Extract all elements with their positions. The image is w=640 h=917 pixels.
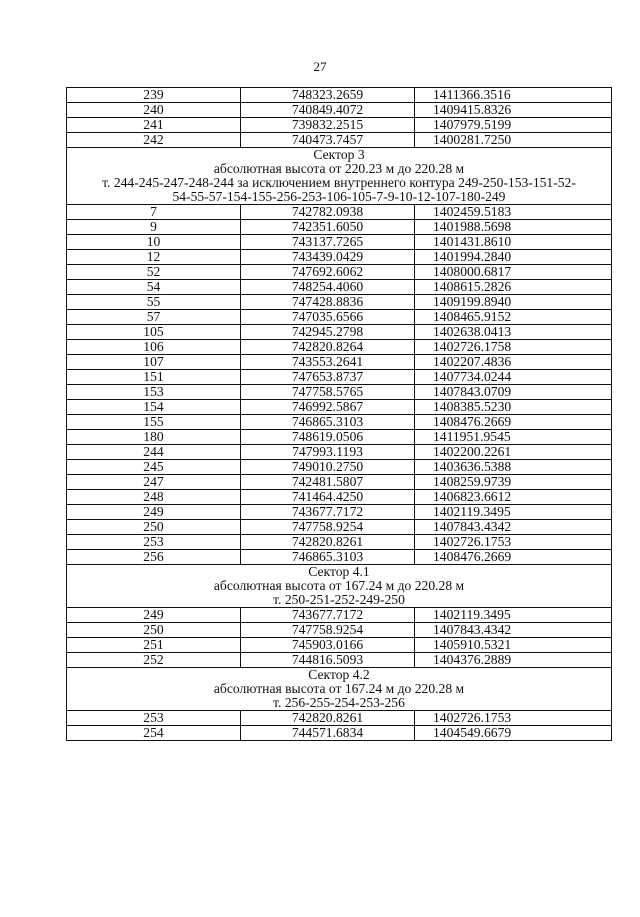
y-coordinate-cell: 1408476.2669 — [415, 415, 612, 430]
x-coordinate-cell: 747993.1193 — [241, 445, 415, 460]
x-coordinate-cell: 742481.5807 — [241, 475, 415, 490]
y-coordinate-cell: 1407843.4342 — [415, 520, 612, 535]
x-coordinate-cell: 749010.2750 — [241, 460, 415, 475]
section-title: Сектор 4.2 — [67, 668, 612, 683]
y-coordinate-cell: 1407843.4342 — [415, 623, 612, 638]
table-row — [67, 103, 612, 118]
point-number-cell: 249 — [67, 505, 241, 520]
point-number-cell: 153 — [67, 385, 241, 400]
x-coordinate-cell: 744571.6834 — [241, 726, 415, 741]
table-row — [67, 535, 612, 550]
table-row — [67, 235, 612, 250]
point-number-cell: 9 — [67, 220, 241, 235]
x-coordinate-cell: 748254.4060 — [241, 280, 415, 295]
point-number-cell: 7 — [67, 205, 241, 220]
x-coordinate-cell: 747758.5765 — [241, 385, 415, 400]
y-coordinate-cell: 1408615.2826 — [415, 280, 612, 295]
point-number-cell: 57 — [67, 310, 241, 325]
point-number-cell: 252 — [67, 653, 241, 668]
y-coordinate-cell: 1411951.9545 — [415, 430, 612, 445]
table-row — [67, 118, 612, 133]
table-row — [67, 325, 612, 340]
point-number-cell: 253 — [67, 711, 241, 726]
section-description-line: т. 256-255-254-253-256 — [67, 696, 612, 711]
section-title-row — [67, 148, 612, 163]
y-coordinate-cell: 1402207.4836 — [415, 355, 612, 370]
x-coordinate-cell: 748619.0506 — [241, 430, 415, 445]
x-coordinate-cell: 742820.8264 — [241, 340, 415, 355]
section-description-row — [67, 696, 612, 711]
table-row — [67, 355, 612, 370]
y-coordinate-cell: 1409199.8940 — [415, 295, 612, 310]
x-coordinate-cell: 747692.6062 — [241, 265, 415, 280]
section-description-line: абсолютная высота от 167.24 м до 220.28 м — [67, 682, 612, 696]
x-coordinate-cell: 743137.7265 — [241, 235, 415, 250]
point-number-cell: 106 — [67, 340, 241, 355]
x-coordinate-cell: 742820.8261 — [241, 711, 415, 726]
y-coordinate-cell: 1402726.1753 — [415, 535, 612, 550]
y-coordinate-cell: 1407734.0244 — [415, 370, 612, 385]
x-coordinate-cell: 740849.4072 — [241, 103, 415, 118]
y-coordinate-cell: 1400281.7250 — [415, 133, 612, 148]
table-row — [67, 370, 612, 385]
y-coordinate-cell: 1402726.1758 — [415, 340, 612, 355]
point-number-cell: 52 — [67, 265, 241, 280]
table-row — [67, 653, 612, 668]
y-coordinate-cell: 1402200.2261 — [415, 445, 612, 460]
x-coordinate-cell: 741464.4250 — [241, 490, 415, 505]
y-coordinate-cell: 1402119.3495 — [415, 505, 612, 520]
y-coordinate-cell: 1404549.6679 — [415, 726, 612, 741]
point-number-cell: 180 — [67, 430, 241, 445]
table-row — [67, 550, 612, 565]
y-coordinate-cell: 1402638.0413 — [415, 325, 612, 340]
section-description-row — [67, 176, 612, 190]
y-coordinate-cell: 1408000.6817 — [415, 265, 612, 280]
table-row — [67, 265, 612, 280]
y-coordinate-cell: 1407979.5199 — [415, 118, 612, 133]
table-row — [67, 638, 612, 653]
point-number-cell: 54 — [67, 280, 241, 295]
point-number-cell: 240 — [67, 103, 241, 118]
section-description-line: т. 250-251-252-249-250 — [67, 593, 612, 608]
point-number-cell: 12 — [67, 250, 241, 265]
y-coordinate-cell: 1408465.9152 — [415, 310, 612, 325]
x-coordinate-cell: 743553.2641 — [241, 355, 415, 370]
y-coordinate-cell: 1408259.9739 — [415, 475, 612, 490]
section-description-row — [67, 682, 612, 696]
x-coordinate-cell: 742945.2798 — [241, 325, 415, 340]
table-row — [67, 205, 612, 220]
point-number-cell: 154 — [67, 400, 241, 415]
point-number-cell: 250 — [67, 623, 241, 638]
point-number-cell: 107 — [67, 355, 241, 370]
point-number-cell: 254 — [67, 726, 241, 741]
x-coordinate-cell: 742351.6050 — [241, 220, 415, 235]
section-description-line: т. 244-245-247-248-244 за исключением внутреннего контура 249-250-153-151-52- — [67, 176, 612, 190]
y-coordinate-cell: 1404376.2889 — [415, 653, 612, 668]
y-coordinate-cell: 1408476.2669 — [415, 550, 612, 565]
table-row — [67, 430, 612, 445]
y-coordinate-cell: 1403636.5388 — [415, 460, 612, 475]
point-number-cell: 253 — [67, 535, 241, 550]
table-row — [67, 310, 612, 325]
x-coordinate-cell: 747035.6566 — [241, 310, 415, 325]
table-row — [67, 623, 612, 638]
x-coordinate-cell: 746865.3103 — [241, 550, 415, 565]
y-coordinate-cell: 1402119.3495 — [415, 608, 612, 623]
section-title-row — [67, 565, 612, 580]
point-number-cell: 251 — [67, 638, 241, 653]
y-coordinate-cell: 1406823.6612 — [415, 490, 612, 505]
table-row — [67, 711, 612, 726]
section-description-line: 54-55-57-154-155-256-253-106-105-7-9-10-12-107-180-249 — [67, 190, 612, 205]
x-coordinate-cell: 746865.3103 — [241, 415, 415, 430]
table-row — [67, 726, 612, 741]
table-row — [67, 88, 612, 103]
x-coordinate-cell: 746992.5867 — [241, 400, 415, 415]
x-coordinate-cell: 747758.9254 — [241, 623, 415, 638]
section-description-line: абсолютная высота от 220.23 м до 220.28 м — [67, 162, 612, 176]
table-row — [67, 460, 612, 475]
y-coordinate-cell: 1402726.1753 — [415, 711, 612, 726]
point-number-cell: 248 — [67, 490, 241, 505]
point-number-cell: 242 — [67, 133, 241, 148]
x-coordinate-cell: 743677.7172 — [241, 608, 415, 623]
section-title-row — [67, 668, 612, 683]
y-coordinate-cell: 1407843.0709 — [415, 385, 612, 400]
section-description-row — [67, 162, 612, 176]
table-row — [67, 340, 612, 355]
y-coordinate-cell: 1405910.5321 — [415, 638, 612, 653]
point-number-cell: 241 — [67, 118, 241, 133]
table-row — [67, 250, 612, 265]
table-row — [67, 505, 612, 520]
x-coordinate-cell: 747428.8836 — [241, 295, 415, 310]
page-number: 27 — [313, 59, 327, 74]
y-coordinate-cell: 1401994.2840 — [415, 250, 612, 265]
point-number-cell: 55 — [67, 295, 241, 310]
x-coordinate-cell: 745903.0166 — [241, 638, 415, 653]
point-number-cell: 105 — [67, 325, 241, 340]
section-title: Сектор 3 — [67, 148, 612, 163]
x-coordinate-cell: 740473.7457 — [241, 133, 415, 148]
section-title: Сектор 4.1 — [67, 565, 612, 580]
table-row — [67, 608, 612, 623]
table-row — [67, 385, 612, 400]
point-number-cell: 247 — [67, 475, 241, 490]
x-coordinate-cell: 744816.5093 — [241, 653, 415, 668]
y-coordinate-cell: 1401431.8610 — [415, 235, 612, 250]
section-description-line: абсолютная высота от 167.24 м до 220.28 м — [67, 579, 612, 593]
table-row — [67, 475, 612, 490]
y-coordinate-cell: 1402459.5183 — [415, 205, 612, 220]
x-coordinate-cell: 747653.8737 — [241, 370, 415, 385]
x-coordinate-cell: 743439.0429 — [241, 250, 415, 265]
x-coordinate-cell: 747758.9254 — [241, 520, 415, 535]
table-row — [67, 295, 612, 310]
point-number-cell: 250 — [67, 520, 241, 535]
table-row — [67, 490, 612, 505]
x-coordinate-cell: 743677.7172 — [241, 505, 415, 520]
section-description-row — [67, 579, 612, 593]
point-number-cell: 256 — [67, 550, 241, 565]
section-description-row — [67, 190, 612, 205]
x-coordinate-cell: 748323.2659 — [241, 88, 415, 103]
table-row — [67, 220, 612, 235]
table-row — [67, 400, 612, 415]
point-number-cell: 245 — [67, 460, 241, 475]
coordinates-table — [66, 87, 612, 741]
y-coordinate-cell: 1409415.8326 — [415, 103, 612, 118]
x-coordinate-cell: 742820.8261 — [241, 535, 415, 550]
table-row — [67, 280, 612, 295]
point-number-cell: 10 — [67, 235, 241, 250]
point-number-cell: 151 — [67, 370, 241, 385]
y-coordinate-cell: 1408385.5230 — [415, 400, 612, 415]
point-number-cell: 249 — [67, 608, 241, 623]
x-coordinate-cell: 739832.2515 — [241, 118, 415, 133]
table-row — [67, 415, 612, 430]
point-number-cell: 239 — [67, 88, 241, 103]
table-row — [67, 520, 612, 535]
point-number-cell: 244 — [67, 445, 241, 460]
section-description-row — [67, 593, 612, 608]
y-coordinate-cell: 1411366.3516 — [415, 88, 612, 103]
x-coordinate-cell: 742782.0938 — [241, 205, 415, 220]
table-row — [67, 133, 612, 148]
y-coordinate-cell: 1401988.5698 — [415, 220, 612, 235]
table-row — [67, 445, 612, 460]
point-number-cell: 155 — [67, 415, 241, 430]
